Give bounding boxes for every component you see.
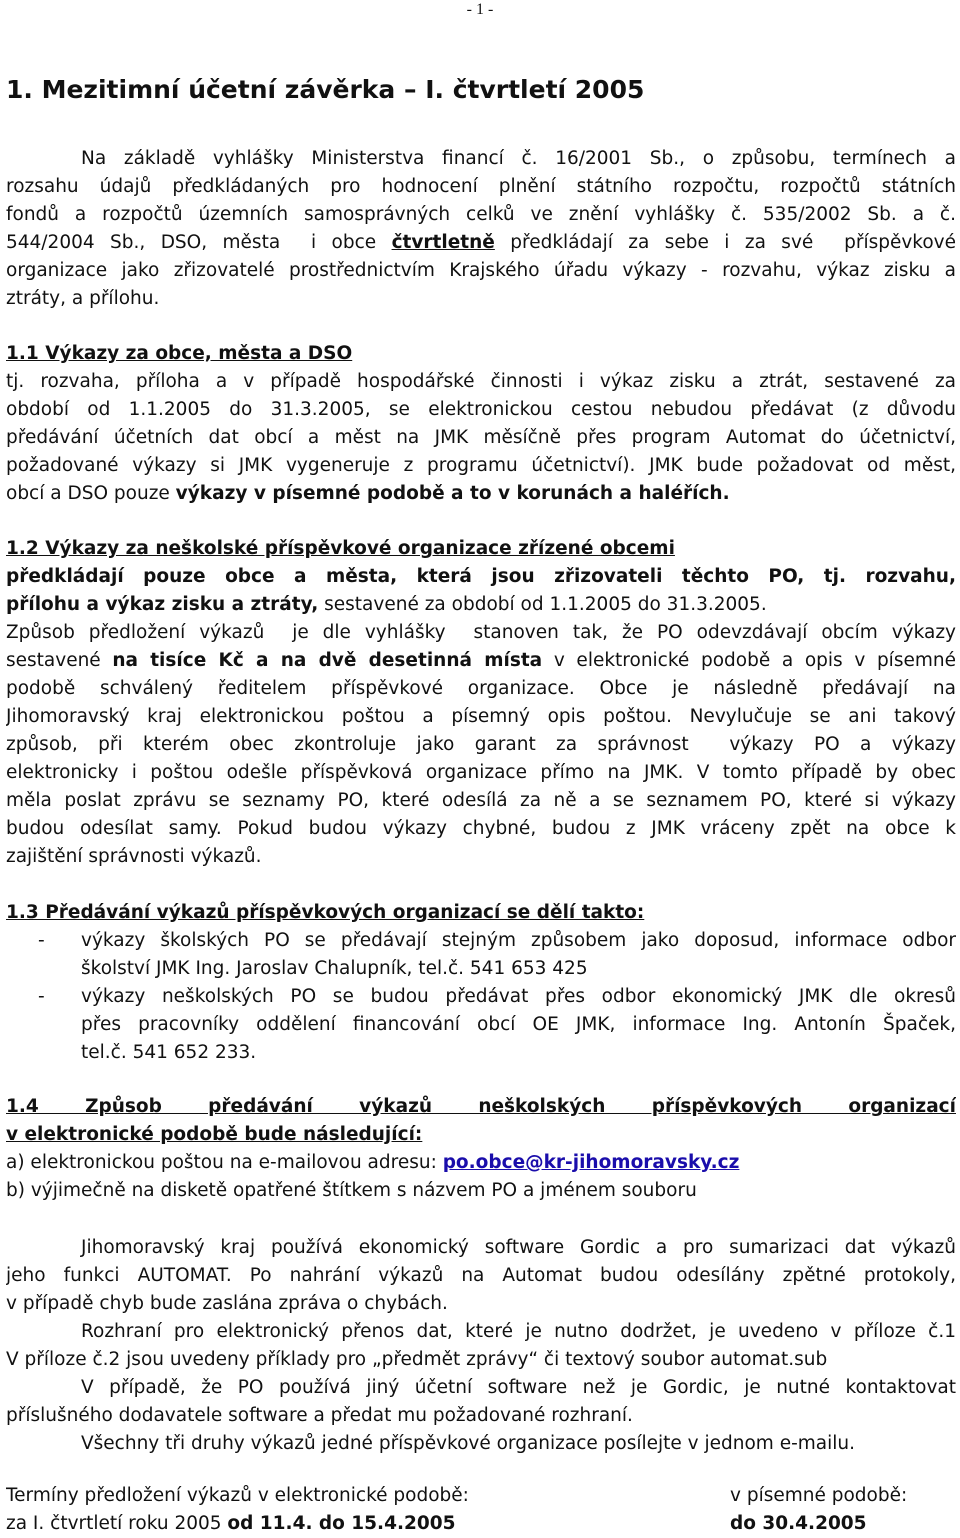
list-item [6,927,956,983]
software-paragraphs [6,1234,956,1458]
software-line-1: Jihomoravský kraj používá ekonomický software Gordic a pro sumarizaci dat výkazů [81,1237,956,1258]
section-1-2-line-2: přílohu a výkaz zisku a ztráty, sestavené za období od 1.1.2005 do 31.3.2005. [6,594,767,615]
bullet-dash: - [38,986,45,1007]
intro-paragraph [6,145,956,313]
section-1-4 [6,1093,956,1205]
section-1-2-line-4: sestavené na tisíce Kč a na dvě desetinná místa v elektronické podobě a opis v písemné [6,650,956,671]
bullet-1-line-1: výkazy školských PO se předávají stejným způsobem jako doposud, informace odbor [81,930,956,951]
section-1-2-line-8: elektronicky i poštou odešle příspěvková organizace přímo na JMK. V tomto případě by obec [6,762,956,783]
bullet-1-line-2: školství JMK Ing. Jaroslav Chalupník, tel.č. 541 653 425 [81,958,588,979]
section-1-1-line-3: předávání účetních dat obcí a měst na JMK měsíčně přes program Automat do účetnictví, [6,427,956,448]
intro-line-3: fondů a rozpočtů územních samosprávných celků ve znění vyhlášky č. 535/2002 Sb. a č. [6,204,956,225]
software-line-2: jeho funkci AUTOMAT. Po nahrání výkazů na Automat budou odesílány zpětné protokoly, [6,1265,956,1286]
section-1-2-line-5: podobě schválený ředitelem příspěvkové organizace. Obce je následně předávají na [6,678,956,699]
bullet-2-line-2: přes pracovníky oddělení financování obcí OE JMK, informace Ing. Antonín Špaček, [81,1014,956,1035]
software-line-3: v případě chyb bude zaslána zpráva o chybách. [6,1293,448,1314]
one-email-line: Všechny tři druhy výkazů jedné příspěvkové organizace posílejte v jednom e-mailu. [81,1433,855,1454]
section-1-2-line-11: zajištění správnosti výkazů. [6,846,262,867]
section-1-2-line-3: Způsob předložení výkazů je dle vyhlášky stanoven tak, že PO odevzdávají obcím výkazy [6,622,956,643]
section-1-1-line-4: požadované výkazy si JMK vygeneruje z programu účetnictví). JMK bude požadovat od měst, [6,455,956,476]
section-1-1 [6,340,956,508]
page-number: - 1 - [466,1,494,18]
intro-line-5: organizace jako zřizovatelé prostřednictvím Krajského úřadu výkazy - rozvahu, výkaz zisku a [6,260,956,281]
intro-line-4: 544/2004 Sb., DSO, města i obce čtvrtletně předkládají za sebe i za své příspěvkové [6,232,956,253]
other-software-line-2: příslušného dodavatele software a předat mu požadované rozhraní. [6,1405,633,1426]
section-1-4-heading-line-1: 1.4 Způsob předávání výkazů neškolských příspěvkových organizací [6,1096,956,1117]
section-1-2-line-1: předkládají pouze obce a města, která jsou zřizovateli těchto PO, tj. rozvahu, [6,566,956,587]
section-1-2-line-7: způsob, při kterém obec zkontroluje jako garant za správnost výkazy PO a výkazy [6,734,956,755]
quarterly-emphasis: čtvrtletně [391,232,495,253]
deadlines [6,1482,956,1538]
interface-line-1: Rozhraní pro elektronický přenos dat, které je nutno dodržet, je uvedeno v příloze č.1 [81,1321,956,1342]
diskette-option: b) výjimečně na disketě opatřené štítkem s názvem PO a jménem souboru [6,1180,697,1201]
section-1-2 [6,535,956,871]
list-item [6,983,956,1067]
other-software-line-1: V případě, že PO používá jiný účetní software než je Gordic, je nutné kontaktovat [81,1377,956,1398]
bullet-dash: - [38,930,45,951]
section-1-4-heading-line-2: v elektronické podobě bude následující: [6,1124,423,1145]
intro-line-6: ztráty, a přílohu. [6,288,160,309]
intro-line-1: Na základě vyhlášky Ministerstva financí č. 16/2001 Sb., o způsobu, termínech a [81,148,956,169]
bullet-2-line-3: tel.č. 541 652 233. [81,1042,257,1063]
section-1-3-heading: 1.3 Předávání výkazů příspěvkových organizací se dělí takto: [6,902,645,923]
deadlines-label-electronic: Termíny předložení výkazů v elektronické podobě: [6,1485,469,1506]
email-link[interactable]: po.obce@kr-jihomoravsky.cz [442,1152,740,1173]
section-1-2-line-10: budou odesílat samy. Pokud budou výkazy chybné, budou z JMK vráceny zpět na obce k [6,818,956,839]
section-1-2-line-9: měla poslat zprávu se seznamy PO, které odesílá za ně a se seznamem PO, které si výkazy [6,790,956,811]
section-1-1-line-2: období od 1.1.2005 do 31.3.2005, se elektronickou cestou nebudou předávat (z důvodu [6,399,956,420]
intro-line-2: rozsahu údajů předkládaných pro hodnocení plnění státního rozpočtu, rozpočtů státních [6,176,956,197]
interface-line-2: V příloze č.2 jsou uvedeny příklady pro „předmět zprávy“ či textový soubor automat.sub [6,1349,828,1370]
section-1-1-line-5: obcí a DSO pouze výkazy v písemné podobě a to v korunách a haléřích. [6,483,730,504]
email-option: a) elektronickou poštou na e-mailovou adresu: po.obce@kr-jihomoravsky.cz [6,1152,740,1173]
deadlines-label-written: v písemné podobě: [730,1485,908,1506]
section-1-2-heading: 1.2 Výkazy za neškolské příspěvkové organizace zřízené obcemi [6,538,675,559]
section-1-1-heading: 1.1 Výkazy za obce, města a DSO [6,343,353,364]
deadline-electronic: za I. čtvrtletí roku 2005 od 11.4. do 15.4.2005 [6,1513,456,1534]
bullet-2-line-1: výkazy neškolských PO se budou předávat přes odbor ekonomický JMK dle okresů [81,986,956,1007]
deadline-written: do 30.4.2005 [730,1513,867,1534]
page-title: 1. Mezitimní účetní závěrka – I. čtvrtletí 2005 [6,75,645,104]
section-1-2-line-6: Jihomoravský kraj elektronickou poštou a písemný opis poštou. Nevylučuje se ani takový [6,706,956,727]
section-1-1-line-1: tj. rozvaha, příloha a v případě hospodářské činnosti i výkaz zisku a ztrát, sestavené za [6,371,956,392]
